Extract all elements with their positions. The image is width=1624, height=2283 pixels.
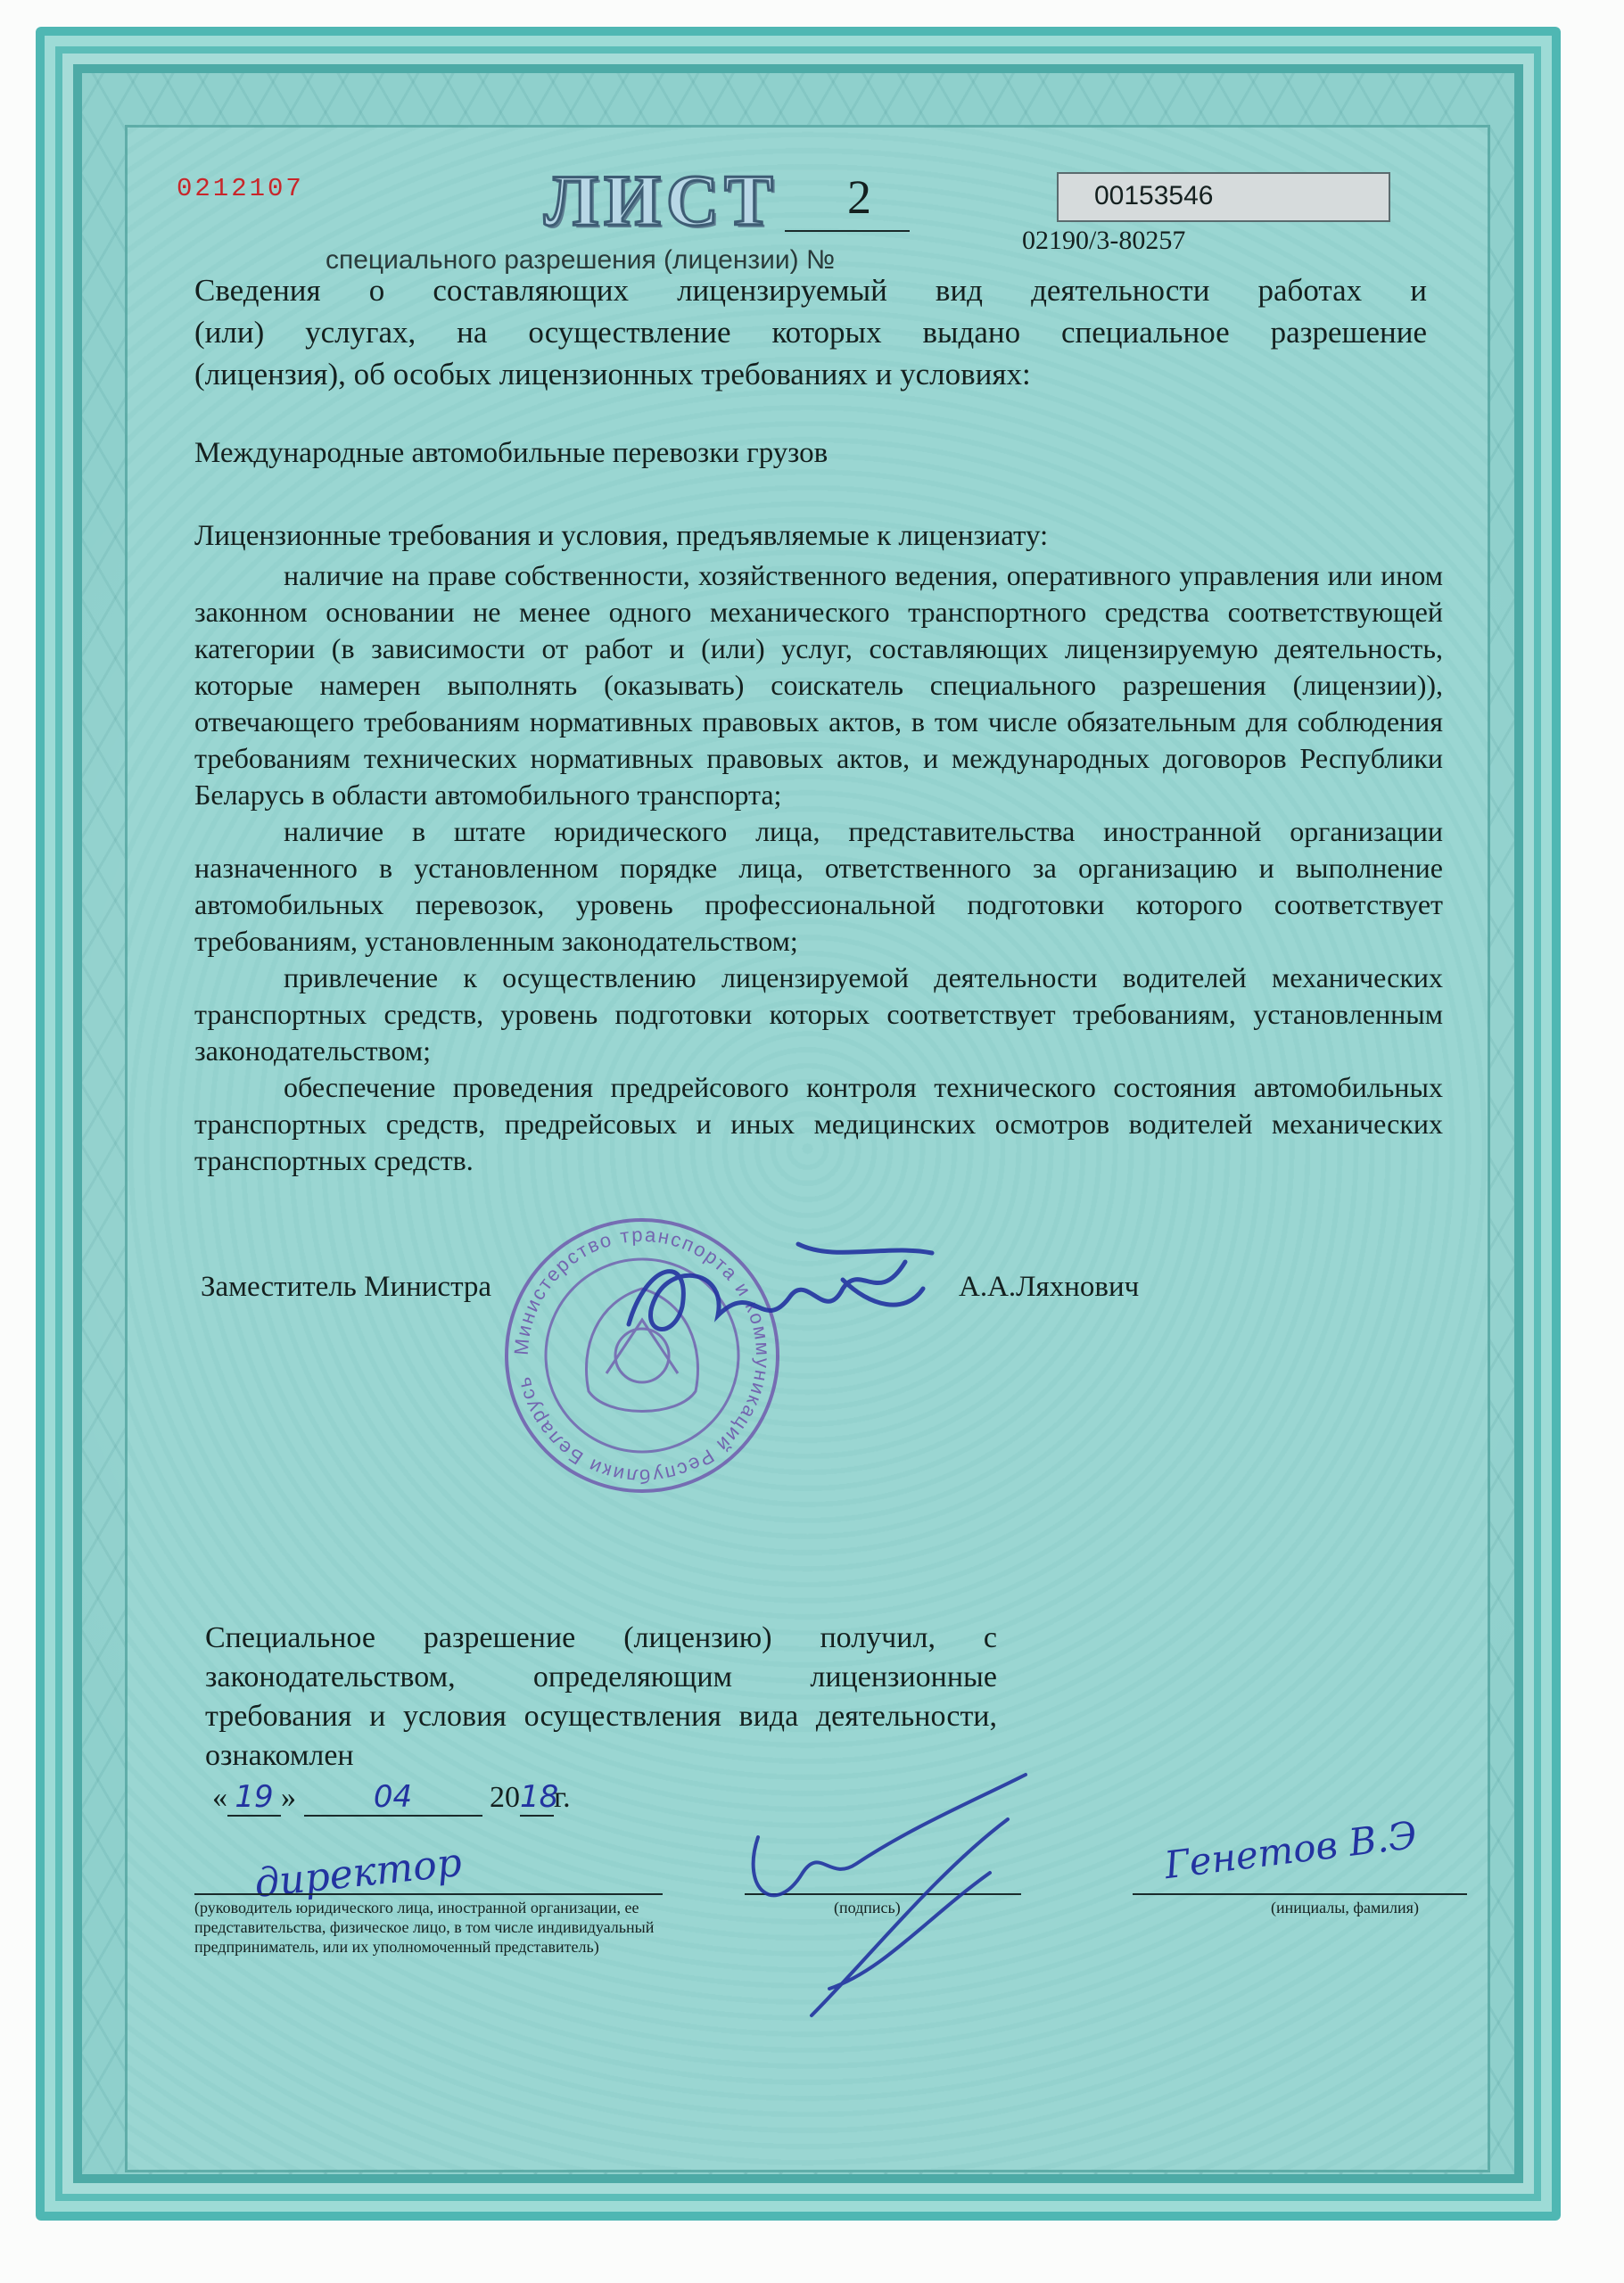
name-handwritten: Генетов В.Э xyxy=(1162,1812,1420,1888)
license-label: специального разрешения (лицензии) № xyxy=(326,245,836,275)
receipt-date xyxy=(212,1779,571,1817)
date-year-suffix: 18 xyxy=(520,1779,559,1815)
signature-caption: (подпись) xyxy=(834,1899,901,1916)
intro-line-2: (или) услугах, на осуществление которых выдано специальное разрешение xyxy=(194,315,1427,350)
date-month: 04 xyxy=(304,1779,482,1817)
sheet-number: 2 xyxy=(847,170,871,224)
signatory-position: Заместитель Министра xyxy=(201,1271,492,1303)
requirement-item: обеспечение проведения предрейсового контроля технического состояния автомобильных транспортных средств, предрейсовых и иных медицинских осмотров водителей механических транспортных средств. xyxy=(194,1071,1443,1176)
name-caption: (инициалы, фамилия) xyxy=(1271,1899,1419,1916)
minister-signature xyxy=(620,1226,941,1369)
license-number: 02190/3-80257 xyxy=(1022,226,1186,255)
intro-line-3: (лицензия), об особых лицензионных требованиях и условиях: xyxy=(194,357,1031,391)
activity-type: Международные автомобильные перевозки грузов xyxy=(194,437,828,469)
sheet-title: ЛИСТ xyxy=(544,160,779,241)
position-line xyxy=(194,1893,663,1895)
date-close-quote: » xyxy=(281,1781,296,1814)
position-caption: (руководитель юридического лица, иностранной организации, ее представительства, физическое лицо, в том числе индивидуальный предприниматель, или их уполномоченный представитель) xyxy=(194,1899,655,1956)
receipt-statement: Специальное разрешение (лицензию) получил, с законодательством, определяющим лицензионные требования и условия осуществления вида деятельности, ознакомлен xyxy=(205,1621,997,1772)
serial-number: 0212107 xyxy=(177,174,304,203)
requirement-item: наличие в штате юридического лица, представительства иностранной организации назначенного в установленном порядке лица, ответственного за организацию и выполнение автомобильных перевозок, уровень профессиональной подготовки которого соответствует требованиям, установленным законодательством; xyxy=(194,815,1443,957)
position-handwritten: директор xyxy=(251,1839,465,1908)
requirement-item: наличие на праве собственности, хозяйственного ведения, оперативного управления или ином законном основании не менее одного механического транспортного средства соответствующей категории (в зависимости от работ и (или) услуг, составляющих лицензируемую деятельность, которые намерен выполнять (оказывать) соискатель специального разрешения (лицензии)), отвечающего требованиям нормативных правовых актов, в том числе обязательным для соблюдения требованиям технических нормативных правовых актов, и международных договоров Республики Беларусь в области автомобильного транспорта; xyxy=(194,559,1443,811)
intro-line-1: Сведения о составляющих лицензируемый вид деятельности работах и xyxy=(194,273,1427,308)
recipient-signature xyxy=(705,1766,1061,2033)
requirement-item: привлечение к осуществлению лицензируемой деятельности водителей механических транспортных средств, уровень подготовки которых соответствует требованиям, установленным законодательством; xyxy=(194,961,1443,1067)
date-day: 19 xyxy=(227,1779,281,1817)
name-line xyxy=(1133,1893,1467,1895)
sheet-number-underline xyxy=(785,230,910,232)
date-open-quote: « xyxy=(212,1781,227,1814)
registration-box xyxy=(1057,172,1390,222)
stamp-text: Министерство транспорта и коммуникаций Республики Беларусь xyxy=(509,1223,775,1488)
registration-number: 00153546 xyxy=(1094,181,1214,210)
date-suffix: г. xyxy=(554,1781,571,1814)
requirements-list xyxy=(194,557,1443,1179)
signatory-name: А.А.Ляхнович xyxy=(959,1271,1140,1303)
requirements-heading: Лицензионные требования и условия, предъявляемые к лицензиату: xyxy=(194,520,1049,552)
date-year-prefix: 20 xyxy=(490,1781,520,1814)
